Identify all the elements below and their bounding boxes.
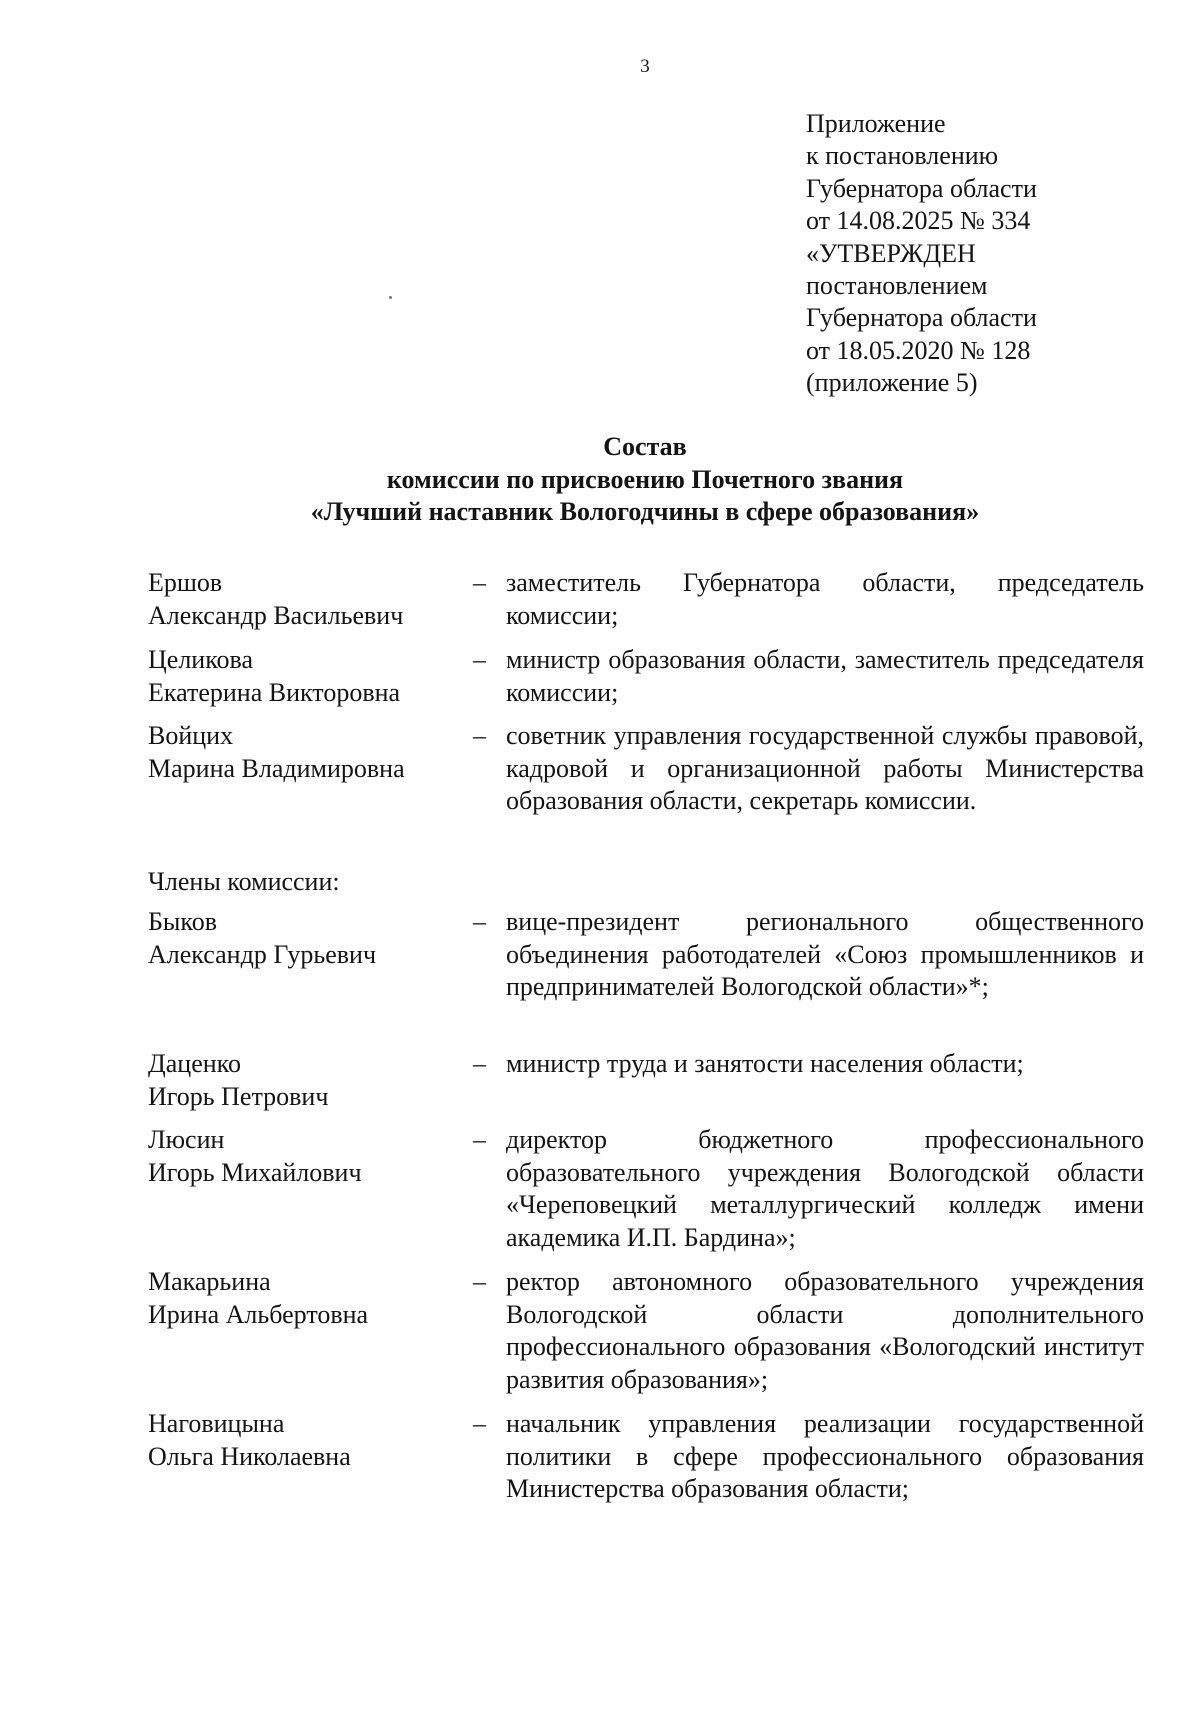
member-name bbox=[148, 720, 458, 785]
member-name bbox=[148, 906, 458, 971]
appendix-line: к постановлению bbox=[806, 141, 999, 171]
member-surname: Войцих bbox=[148, 721, 234, 750]
member-surname: Макарьина bbox=[148, 1267, 271, 1296]
document-title bbox=[0, 431, 1200, 529]
appendix-line: постановлением bbox=[806, 271, 988, 301]
members-section-label: Члены комиссии: bbox=[148, 867, 340, 896]
member-name bbox=[148, 644, 458, 709]
title-line: Состав bbox=[603, 432, 687, 461]
dash-separator: – bbox=[473, 645, 486, 674]
appendix-line: от 14.08.2025 № 334 bbox=[806, 206, 1031, 236]
member-name bbox=[148, 1266, 458, 1331]
member-position: советник управления государственной службы правовой, кадровой и организационной работы Министерства образования области, секретарь комиссии. bbox=[506, 721, 1144, 815]
appendix-line: «УТВЕРЖДЕН bbox=[806, 238, 976, 268]
dash-separator: – bbox=[473, 1409, 486, 1438]
appendix-line: Губернатора области bbox=[806, 303, 1037, 333]
title-line: комиссии по присвоению Почетного звания bbox=[386, 464, 904, 494]
member-surname: Наговицына bbox=[148, 1409, 285, 1438]
appendix-line: Приложение bbox=[806, 109, 946, 138]
member-name bbox=[148, 1048, 458, 1113]
appendix-line: (приложение 5) bbox=[806, 368, 978, 398]
dash-separator: – bbox=[473, 1049, 486, 1078]
member-given-name: Екатерина Викторовна bbox=[148, 677, 401, 707]
dash-separator: – bbox=[473, 1125, 486, 1154]
dash-separator: – bbox=[473, 568, 486, 597]
scan-artifact-dot bbox=[389, 296, 392, 299]
member-given-name: Ирина Альбертовна bbox=[148, 1299, 369, 1329]
member-position: вице-президент регионального общественного объединения работодателей «Союз промышленников и предпринимателей Вологодской области»*; bbox=[506, 907, 1144, 1001]
member-given-name: Игорь Петрович bbox=[148, 1081, 329, 1111]
dash-separator: – bbox=[473, 721, 486, 750]
member-position: ректор автономного образовательного учреждения Вологодской области дополнительного профессионального образования «Вологодский институт развития образования»; bbox=[506, 1267, 1144, 1394]
member-name bbox=[148, 1408, 458, 1473]
member-given-name: Игорь Михайлович bbox=[148, 1157, 362, 1187]
member-position: министр образования области, заместитель председателя комиссии; bbox=[506, 645, 1144, 707]
member-name bbox=[148, 567, 458, 632]
member-surname: Целикова bbox=[148, 645, 253, 674]
appendix-line: от 18.05.2020 № 128 bbox=[806, 335, 1031, 365]
dash-separator: – bbox=[473, 1267, 486, 1296]
appendix-line: Губернатора области bbox=[806, 173, 1037, 203]
member-given-name: Александр Васильевич bbox=[148, 600, 404, 630]
member-surname: Люсин bbox=[148, 1125, 225, 1154]
dash-separator: – bbox=[473, 907, 486, 936]
member-given-name: Марина Владимировна bbox=[148, 753, 405, 783]
member-position: директор бюджетного профессионального образовательного учреждения Вологодской области «Череповецкий металлургический колледж имени академика И.П. Бардина»; bbox=[506, 1125, 1144, 1252]
member-name bbox=[148, 1124, 458, 1189]
appendix-block bbox=[806, 108, 1037, 400]
member-position: начальник управления реализации государственной политики в сфере профессионального образования Министерства образования области; bbox=[506, 1409, 1144, 1503]
member-position: министр труда и занятости населения области; bbox=[506, 1049, 1024, 1078]
member-surname: Ершов bbox=[148, 568, 223, 597]
page-number: 3 bbox=[640, 56, 650, 77]
title-line: «Лучший наставник Вологодчины в сфере образования» bbox=[310, 497, 980, 526]
member-given-name: Ольга Николаевна bbox=[148, 1441, 351, 1471]
member-surname: Быков bbox=[148, 907, 217, 936]
member-position: заместитель Губернатора области, председатель комиссии; bbox=[506, 568, 1144, 630]
member-given-name: Александр Гурьевич bbox=[148, 939, 377, 969]
member-surname: Даценко bbox=[148, 1049, 241, 1078]
